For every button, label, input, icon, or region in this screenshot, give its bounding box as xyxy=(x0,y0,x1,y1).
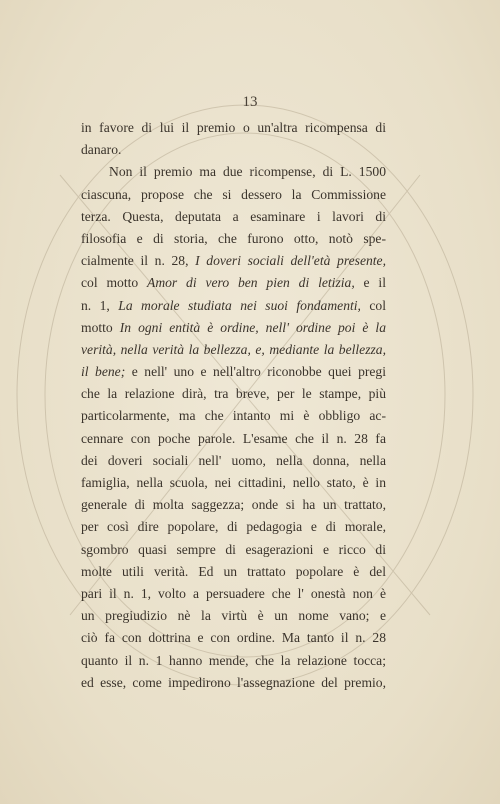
text-line xyxy=(81,516,386,538)
text-segment: e nell' uno e nell'altro riconobbe quei pregi xyxy=(125,364,386,380)
text-segment: particolarmente, ma che intanto mi è obbligo ac- xyxy=(81,408,386,424)
text-segment: in favore di lui il premio o un'altra ricompensa di xyxy=(81,120,386,135)
italic-title-text: I doveri sociali dell'età presente, xyxy=(195,253,386,269)
text-line xyxy=(81,383,386,405)
body-text xyxy=(81,117,386,694)
text-segment: un pregiudizio nè la virtù è un nome vano; e xyxy=(81,608,386,624)
text-segment: motto xyxy=(81,319,120,335)
text-segment: molte utili verità. Ed un trattato popolare è del xyxy=(81,563,386,579)
text-segment: famiglia, nella scuola, nei cittadini, nello stato, è in xyxy=(81,475,386,490)
italic-title-text: il bene; xyxy=(81,364,126,380)
text-line xyxy=(81,161,386,183)
text-segment: danaro. xyxy=(81,142,122,158)
text-segment: ed esse, come impedirono l'assegnazione del premio, xyxy=(81,674,386,690)
text-segment: quanto il n. 1 hanno mende, che la relazione tocca; xyxy=(81,652,386,668)
text-line xyxy=(81,339,386,361)
text-segment: cialmente il n. 28, xyxy=(81,253,196,269)
text-segment: generale di molta saggezza; onde si ha un trattato, xyxy=(81,497,386,513)
text-line xyxy=(81,583,386,605)
text-segment: filosofia e di storia, che furono otto, notò spe- xyxy=(81,230,386,246)
text-line xyxy=(81,272,386,294)
italic-title-text: In ogni entità è ordine, nell' ordine poi è la xyxy=(119,319,386,335)
text-line xyxy=(81,450,386,472)
text-segment: ciascuna, propose che si dessero la Commissione xyxy=(81,186,386,202)
text-segment: cennare con poche parole. L'esame che il n. 28 fa xyxy=(81,430,386,446)
text-segment: dei doveri sociali nell' uomo, nella donna, nella xyxy=(81,452,386,468)
text-line xyxy=(81,428,386,450)
text-segment: n. 1, xyxy=(81,297,119,313)
text-line xyxy=(81,539,386,561)
text-segment: terza. Questa, deputata a esaminare i lavori di xyxy=(81,208,386,224)
text-line xyxy=(81,405,386,427)
text-line xyxy=(81,295,386,317)
italic-title-text: Amor di vero ben pien di letizia, xyxy=(147,275,355,291)
text-line xyxy=(81,361,386,383)
text-line xyxy=(81,206,386,228)
text-segment: col xyxy=(360,297,386,313)
text-line xyxy=(81,472,386,494)
text-segment: sgombro quasi sempre di esagerazioni e ricco di xyxy=(81,541,386,557)
text-line xyxy=(81,250,386,272)
text-segment: ciò fa con dottrina e con ordine. Ma tanto il n. 28 xyxy=(81,630,386,646)
text-segment: Non il premio ma due ricompense, di L. 1500 xyxy=(109,164,386,180)
text-segment: che la relazione dirà, tra breve, per le stampe, più xyxy=(81,386,386,402)
text-line xyxy=(81,627,386,649)
italic-title-text: verità, nella verità la bellezza, e, mediante la bellezza, xyxy=(81,341,386,357)
text-line xyxy=(81,605,386,627)
text-segment: per così dire popolare, di pedagogia e di morale, xyxy=(81,519,386,535)
text-segment: pari il n. 1, volto a persuadere che l' onestà non è xyxy=(81,585,386,601)
text-line xyxy=(81,561,386,583)
text-line xyxy=(81,117,386,139)
text-line xyxy=(81,139,386,161)
text-segment: e il xyxy=(354,275,386,291)
text-segment: col motto xyxy=(81,275,148,291)
page-number: 13 xyxy=(242,94,258,110)
text-line xyxy=(81,494,386,516)
text-line xyxy=(81,672,386,694)
text-line xyxy=(81,184,386,206)
text-line xyxy=(81,228,386,250)
italic-title-text: La morale studiata nei suoi fondamenti, xyxy=(118,297,361,313)
text-line xyxy=(81,317,386,339)
text-line xyxy=(81,650,386,672)
